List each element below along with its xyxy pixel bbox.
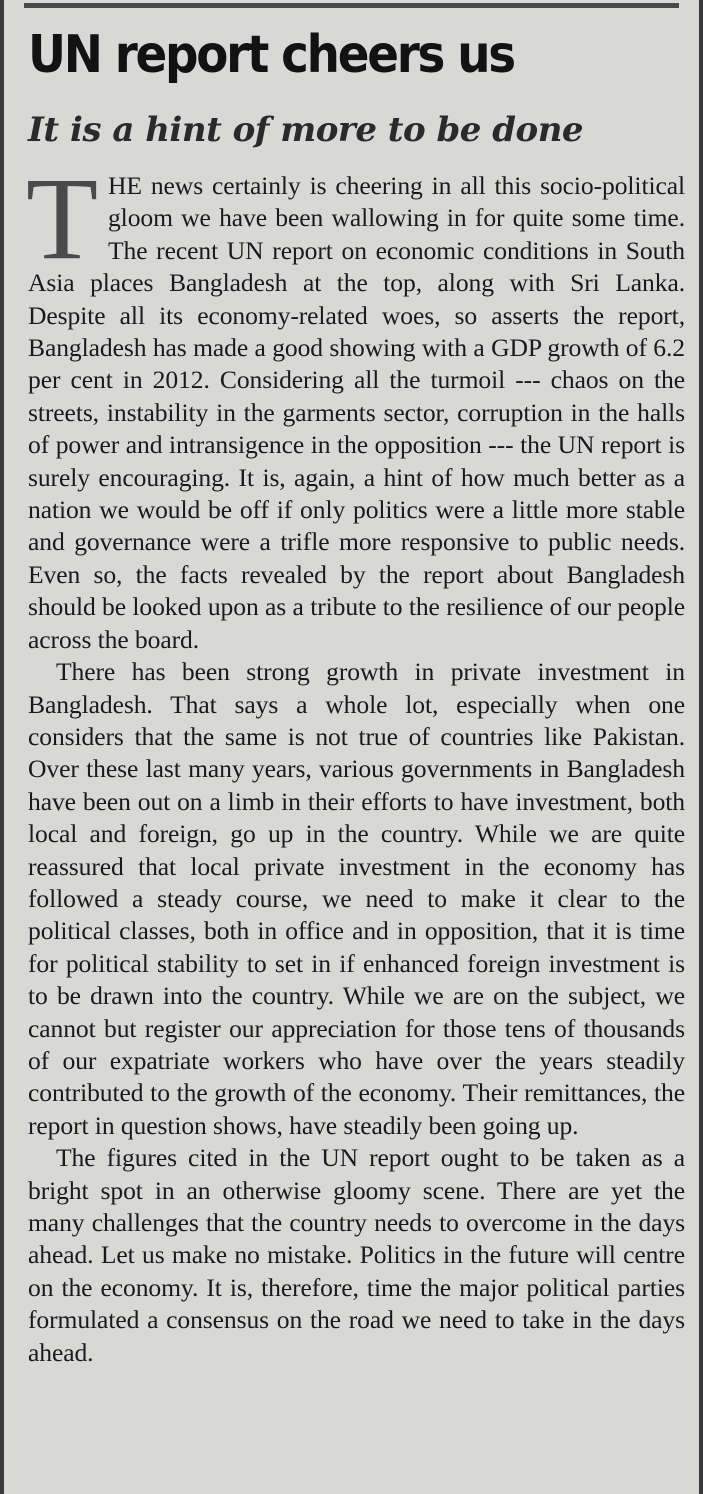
drop-cap: T	[26, 153, 98, 284]
paragraph-3: The figures cited in the UN report ought to be taken as a bright spot in an otherwise gloomy scene. There are yet the many challenges that the country needs to overcome in the days ahead. Let us make no mistake. Politics in the future will centre on the economy. It is, therefore, time the major political parties formulated a consensus on the road we need to take in the days ahead.	[28, 1143, 685, 1367]
top-rule	[24, 3, 679, 8]
article-body	[26, 153, 685, 1369]
paragraph-1	[26, 153, 685, 656]
headline: UN report cheers us	[28, 25, 514, 85]
paragraph-2: There has been strong growth in private investment in Bangladesh. That says a whole lot, especially when one considers that the same is not true of countries like Pakistan. Over these last many years, various governments in Bangladesh have been out on a limb in their efforts to have investment, both local and foreign, go up in the country. While we are quite reassured that local private investment in the economy has followed a steady course, we need to make it clear to the political classes, both in office and in opposition, that it is time for political stability to set in if enhanced foreign investment is to be drawn into the country. While we are on the subject, we cannot but register our appreciation for those tens of thousands of our expatriate workers who have over the years steadily contributed to the growth of the economy. Their remittances, the report in question shows, have steadily been going up.	[28, 657, 685, 1140]
subheadline: It is a hint of more to be done	[28, 110, 584, 150]
paragraph-1-text: HE news certainly is cheering in all this socio-political gloom we have been wallowing in for quite some time. The recent UN report on economic conditions in South Asia places Bangladesh at the top, along with Sri Lanka. Despite all its economy-related woes, so asserts the report, Bangladesh has made a good showing with a GDP growth of 6.2 per cent in 2012. Considering all the turmoil --- chaos on the streets, instability in the garments sector, corruption in the halls of power and intransigence in the opposition --- the UN report is surely encouraging. It is, again, a hint of how much better as a nation we would be off if only politics were a little more stable and governance were a trifle more responsive to public needs. Even so, the facts revealed by the report about Bangladesh should be looked upon as a tribute to the resilience of our people across the board.	[28, 171, 685, 654]
